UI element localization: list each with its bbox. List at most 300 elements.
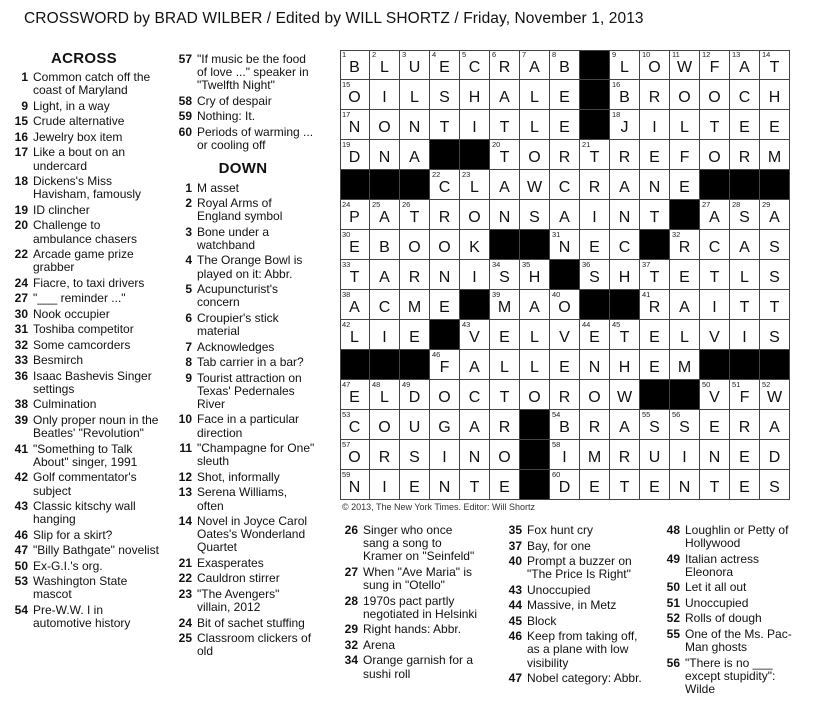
- grid-cell: [460, 410, 490, 440]
- grid-cell: [370, 470, 400, 500]
- grid-cell: [430, 110, 460, 140]
- clue-across-59: [170, 110, 316, 123]
- grid-cell: [520, 80, 550, 110]
- cell-letter: V: [709, 389, 720, 406]
- clue-across-47: [6, 544, 162, 557]
- cell-letter: T: [739, 299, 750, 316]
- grid-cell: [700, 470, 730, 500]
- cell-number: 58: [552, 440, 561, 449]
- cell-letter: E: [649, 329, 660, 346]
- cell-letter: E: [559, 119, 570, 136]
- clue-down-col1-22: [170, 572, 316, 585]
- cell-number: 25: [372, 200, 381, 209]
- clue-across-54: [6, 604, 162, 630]
- cell-letter: C: [738, 89, 751, 106]
- clue-number: 17: [14, 145, 28, 160]
- clue-down-col1-7: [170, 341, 316, 354]
- cell-letter: L: [500, 359, 509, 376]
- clue-number: 53: [14, 574, 28, 589]
- cell-number: 15: [342, 80, 351, 89]
- grid-cell: [430, 290, 460, 320]
- clue-down-col1-12: [170, 471, 316, 484]
- grid-cell: [610, 230, 640, 260]
- black-square: [520, 410, 550, 440]
- clue-down-col2-34: [336, 654, 480, 680]
- grid-cell: [370, 110, 400, 140]
- grid-cell: [340, 470, 370, 500]
- grid-cell: [670, 470, 700, 500]
- cell-number: 10: [642, 50, 651, 59]
- cell-number: 8: [552, 50, 557, 59]
- grid-cell: [520, 110, 550, 140]
- clue-down-col1-10: [170, 413, 316, 439]
- grid-cell: [430, 80, 460, 110]
- cell-letter: A: [529, 299, 540, 316]
- clue-down-col3-43: [500, 584, 646, 597]
- clue-across-46: [6, 529, 162, 542]
- cell-letter: L: [530, 359, 539, 376]
- clue-across-17: [6, 146, 162, 172]
- cell-letter: A: [409, 149, 420, 166]
- grid-cell: [670, 410, 700, 440]
- cell-letter: N: [558, 239, 571, 256]
- clue-across-22: [6, 248, 162, 274]
- clue-across-42: [6, 471, 162, 497]
- grid-cell: [400, 110, 430, 140]
- cell-number: 26: [402, 200, 411, 209]
- clue-text: Toshiba competitor: [33, 322, 134, 337]
- cell-letter: E: [439, 299, 450, 316]
- cell-letter: N: [348, 119, 361, 136]
- grid-cell: [760, 200, 790, 230]
- clue-number: 36: [14, 368, 28, 383]
- cell-letter: A: [739, 59, 750, 76]
- cell-number: 43: [462, 320, 471, 329]
- cell-letter: E: [769, 119, 780, 136]
- grid-cell: [340, 140, 370, 170]
- black-square: [730, 350, 760, 380]
- cell-letter: T: [619, 479, 630, 496]
- grid-cell: [520, 320, 550, 350]
- grid-cell: [340, 410, 370, 440]
- cell-number: 40: [552, 290, 561, 299]
- clue-text: Cauldron stirrer: [197, 571, 280, 586]
- cell-number: 17: [342, 110, 351, 119]
- cell-letter: O: [378, 119, 391, 136]
- black-square: [610, 290, 640, 320]
- grid-cell: [520, 200, 550, 230]
- black-square: [370, 170, 400, 200]
- clue-number: 47: [508, 671, 522, 686]
- grid-cell: [430, 200, 460, 230]
- cell-letter: O: [438, 389, 451, 406]
- clue-text: Keep from taking off, as a plane with low visibility: [527, 629, 638, 670]
- grid-cell: [460, 380, 490, 410]
- clue-number: 42: [14, 470, 28, 485]
- grid-cell: [490, 50, 520, 80]
- grid-cell: [430, 230, 460, 260]
- grid-cell: [730, 260, 760, 290]
- cell-letter: I: [382, 479, 387, 496]
- cell-letter: D: [408, 389, 421, 406]
- clue-across-27: [6, 292, 162, 305]
- clue-number: 40: [508, 554, 522, 568]
- cell-letter: R: [738, 149, 751, 166]
- grid-cell: [640, 320, 670, 350]
- grid-cell: [400, 380, 430, 410]
- cell-letter: R: [408, 269, 421, 286]
- clue-number: 22: [178, 571, 192, 586]
- black-square: [580, 50, 610, 80]
- black-square: [490, 230, 520, 260]
- cell-letter: E: [559, 89, 570, 106]
- grid-cell: [760, 410, 790, 440]
- grid-cell: [370, 80, 400, 110]
- grid-cell: [580, 170, 610, 200]
- cell-letter: S: [649, 419, 660, 436]
- clue-down-col1-6: [170, 312, 316, 338]
- clue-across-18: [6, 175, 162, 201]
- cell-letter: A: [739, 239, 750, 256]
- grid-cell: [610, 140, 640, 170]
- cell-number: 57: [342, 440, 351, 449]
- black-square: [520, 440, 550, 470]
- cell-letter: E: [679, 269, 690, 286]
- grid-cell: [340, 80, 370, 110]
- clue-text: Bone under a watchband: [197, 224, 270, 252]
- clue-down-col4-55: [658, 628, 808, 654]
- clue-text: Shot, informally: [197, 469, 280, 484]
- clue-text: Classroom clickers of old: [197, 631, 312, 659]
- clue-text: Unoccupied: [685, 595, 749, 610]
- clue-number: 24: [14, 275, 28, 290]
- clue-number: 47: [14, 543, 28, 558]
- clue-number: 32: [14, 337, 28, 352]
- cell-number: 42: [342, 320, 351, 329]
- grid-cell: [550, 200, 580, 230]
- grid-cell: [550, 320, 580, 350]
- cell-letter: O: [588, 389, 601, 406]
- clue-number: 12: [178, 469, 192, 484]
- grid-cell: [730, 320, 760, 350]
- grid-cell: [700, 230, 730, 260]
- grid-cell: [340, 260, 370, 290]
- clue-number: 15: [14, 114, 28, 129]
- clue-number: 41: [14, 441, 28, 456]
- grid-cell: [460, 320, 490, 350]
- cell-letter: D: [768, 449, 781, 466]
- cell-letter: B: [559, 59, 570, 76]
- cell-letter: B: [559, 419, 570, 436]
- cell-number: 49: [402, 380, 411, 389]
- grid-cell: [580, 410, 610, 440]
- clue-text: Fiacre, to taxi drivers: [33, 275, 145, 290]
- cell-letter: W: [616, 389, 633, 406]
- cell-letter: A: [379, 269, 390, 286]
- clue-text: Rolls of dough: [685, 611, 762, 626]
- grid-cell: [550, 470, 580, 500]
- grid-cell: [400, 260, 430, 290]
- cell-letter: E: [409, 329, 420, 346]
- cell-letter: O: [708, 149, 721, 166]
- grid-cell: [400, 320, 430, 350]
- cell-letter: B: [379, 239, 390, 256]
- cell-letter: T: [619, 329, 630, 346]
- grid-cell: [670, 50, 700, 80]
- grid-cell: [610, 50, 640, 80]
- cell-letter: M: [767, 149, 782, 166]
- cell-letter: N: [648, 179, 661, 196]
- clue-number: 57: [178, 52, 192, 66]
- grid-cell: [700, 290, 730, 320]
- copyright-notice: © 2013, The New York Times. Editor: Will Shortz: [342, 502, 536, 512]
- clue-text: Slip for a skirt?: [33, 527, 113, 542]
- cell-letter: A: [769, 209, 780, 226]
- grid-cell: [370, 260, 400, 290]
- black-square: [520, 230, 550, 260]
- clue-number: 6: [185, 310, 192, 325]
- clue-text: Singer who once sang a song to Kramer on "Seinfeld": [363, 523, 475, 564]
- cell-letter: L: [410, 89, 419, 106]
- clue-text: "There is no ___ except stupidity": Wilde: [685, 655, 776, 697]
- clue-text: Crude alternative: [33, 114, 125, 129]
- clue-down-col3-40: [500, 555, 646, 581]
- grid-cell: [730, 80, 760, 110]
- clue-number: 50: [666, 580, 680, 595]
- cell-letter: R: [588, 179, 601, 196]
- cell-letter: I: [472, 119, 477, 136]
- clue-number: 3: [185, 224, 192, 239]
- cell-letter: S: [409, 449, 420, 466]
- cell-number: 6: [492, 50, 497, 59]
- clue-across-60: [170, 126, 316, 152]
- cell-letter: C: [468, 59, 481, 76]
- grid-cell: [370, 230, 400, 260]
- cell-number: 52: [762, 380, 771, 389]
- grid-cell: [430, 440, 460, 470]
- clue-text: One of the Ms. Pac-Man ghosts: [685, 626, 792, 655]
- cell-letter: M: [587, 449, 602, 466]
- grid-cell: [580, 440, 610, 470]
- cell-number: 23: [462, 170, 471, 179]
- cell-number: 20: [492, 140, 501, 149]
- grid-cell: [610, 110, 640, 140]
- cell-letter: E: [589, 239, 600, 256]
- clue-down-col1-2: [170, 197, 316, 223]
- grid-cell: [640, 140, 670, 170]
- grid-cell: [400, 80, 430, 110]
- clue-down-col3-47: [500, 672, 646, 685]
- grid-cell: [400, 140, 430, 170]
- clue-text: Washington State mascot: [33, 574, 128, 602]
- cell-letter: E: [739, 119, 750, 136]
- clue-number: 50: [14, 558, 28, 573]
- cell-letter: M: [407, 299, 422, 316]
- grid-cell: [550, 110, 580, 140]
- clue-number: 45: [508, 613, 522, 628]
- clue-text: "Billy Bathgate" novelist: [33, 543, 159, 558]
- cell-letter: T: [469, 479, 480, 496]
- cell-letter: R: [678, 239, 691, 256]
- cell-letter: E: [589, 329, 600, 346]
- grid-cell: [550, 170, 580, 200]
- black-square: [760, 170, 790, 200]
- grid-cell: [550, 230, 580, 260]
- black-square: [550, 260, 580, 290]
- cell-letter: R: [738, 419, 751, 436]
- cell-letter: E: [709, 419, 720, 436]
- grid-cell: [340, 50, 370, 80]
- cell-letter: F: [739, 389, 750, 406]
- cell-number: 56: [672, 410, 681, 419]
- cell-letter: E: [409, 479, 420, 496]
- clue-number: 27: [14, 291, 28, 306]
- cell-letter: I: [382, 329, 387, 346]
- clue-number: 60: [178, 124, 192, 139]
- grid-cell: [430, 350, 460, 380]
- grid-cell: [490, 440, 520, 470]
- grid-cell: [640, 260, 670, 290]
- cell-letter: E: [589, 479, 600, 496]
- cell-number: 37: [642, 260, 651, 269]
- grid-cell: [610, 380, 640, 410]
- clue-text: Jewelry box item: [33, 129, 123, 144]
- cell-number: 60: [552, 470, 561, 479]
- cell-letter: R: [648, 299, 661, 316]
- cell-letter: F: [679, 149, 690, 166]
- grid-cell: [700, 320, 730, 350]
- clue-number: 11: [179, 441, 192, 456]
- clue-number: 22: [14, 247, 28, 262]
- grid-cell: [760, 80, 790, 110]
- clue-number: 4: [185, 253, 192, 268]
- clue-text: "Champagne for One" sleuth: [197, 441, 315, 469]
- cell-letter: A: [619, 419, 630, 436]
- grid-cell: [670, 110, 700, 140]
- grid-cell: [370, 50, 400, 80]
- cell-number: 41: [642, 290, 651, 299]
- cell-letter: O: [708, 89, 721, 106]
- clue-text: Nook occupier: [33, 306, 110, 321]
- clue-text: Classic kitschy wall hanging: [33, 499, 136, 527]
- clue-number: 28: [344, 593, 358, 608]
- clue-number: 54: [14, 602, 28, 617]
- grid-cell: [730, 140, 760, 170]
- clue-text: Pre-W.W. I in automotive history: [33, 602, 131, 631]
- clue-across-38: [6, 398, 162, 411]
- cell-letter: A: [709, 209, 720, 226]
- grid-cell: [610, 410, 640, 440]
- clue-text: "Something to Talk About" singer, 1991: [33, 441, 138, 469]
- clue-text: Novel in Joyce Carol Oates's Wonderland Quartet: [197, 514, 308, 555]
- clue-text: Fox hunt cry: [527, 523, 594, 537]
- cell-letter: A: [349, 299, 360, 316]
- cell-letter: E: [349, 239, 360, 256]
- cell-letter: A: [379, 209, 390, 226]
- cell-letter: N: [348, 479, 361, 496]
- clue-down-col3-37: [500, 540, 646, 553]
- cell-letter: I: [442, 449, 447, 466]
- cell-letter: J: [620, 119, 629, 136]
- cell-letter: S: [589, 269, 600, 286]
- cell-letter: A: [469, 359, 480, 376]
- cell-letter: S: [529, 209, 540, 226]
- clue-number: 14: [178, 514, 192, 529]
- cell-letter: U: [408, 419, 421, 436]
- clue-text: The Orange Bowl is played on it: Abbr.: [197, 253, 303, 281]
- grid-cell: [490, 470, 520, 500]
- puzzle-title: CROSSWORD by BRAD WILBER / Edited by WILL SHORTZ / Friday, November 1, 2013: [24, 10, 644, 27]
- cell-letter: T: [709, 269, 720, 286]
- cell-letter: L: [740, 269, 749, 286]
- clue-number: 33: [14, 353, 28, 368]
- grid-cell: [460, 50, 490, 80]
- clue-down-col2-27: [336, 566, 480, 592]
- clue-number: 9: [185, 370, 192, 385]
- clue-text: Let it all out: [685, 580, 747, 595]
- clue-down-col1-21: [170, 557, 316, 570]
- grid-cell: [490, 200, 520, 230]
- clue-across-20: [6, 219, 162, 245]
- grid-cell: [580, 470, 610, 500]
- clue-across-39: [6, 414, 162, 440]
- grid-cell: [640, 410, 670, 440]
- cell-number: 59: [342, 470, 351, 479]
- clue-down-col1-8: [170, 356, 316, 369]
- grid-cell: [400, 470, 430, 500]
- cell-letter: M: [677, 359, 692, 376]
- cell-letter: E: [499, 479, 510, 496]
- cell-number: 11: [672, 50, 680, 59]
- clue-down-col1-5: [170, 283, 316, 309]
- clue-across-36: [6, 370, 162, 396]
- clue-across-41: [6, 443, 162, 469]
- grid-cell: [370, 320, 400, 350]
- clue-across-31: [6, 323, 162, 336]
- cell-letter: I: [682, 449, 687, 466]
- grid-cell: [340, 290, 370, 320]
- clue-number: 20: [14, 218, 28, 233]
- cell-number: 53: [342, 410, 351, 419]
- cell-letter: T: [409, 209, 420, 226]
- clue-down-col4-48: [658, 524, 808, 550]
- grid-cell: [700, 140, 730, 170]
- cell-letter: L: [530, 119, 539, 136]
- clue-number: 49: [666, 551, 680, 566]
- black-square: [670, 380, 700, 410]
- cell-letter: T: [649, 209, 660, 226]
- clue-text: Periods of warming ... or cooling off: [197, 124, 314, 153]
- cell-letter: C: [618, 239, 631, 256]
- cell-number: 45: [612, 320, 621, 329]
- clue-down-col3-44: [500, 599, 646, 612]
- clue-down-col1-3: [170, 226, 316, 252]
- clue-text: Acupuncturist's concern: [197, 282, 278, 310]
- grid-cell: [370, 380, 400, 410]
- cell-letter: R: [378, 449, 391, 466]
- grid-cell: [370, 440, 400, 470]
- grid-cell: [700, 50, 730, 80]
- cell-number: 19: [342, 140, 351, 149]
- down-heading: DOWN: [218, 160, 268, 178]
- cell-letter: A: [469, 419, 480, 436]
- grid-cell: [400, 200, 430, 230]
- clue-text: Royal Arms of England symbol: [197, 196, 283, 224]
- grid-cell: [340, 200, 370, 230]
- cell-number: 3: [402, 50, 407, 59]
- cell-letter: S: [769, 329, 780, 346]
- grid-cell: [760, 50, 790, 80]
